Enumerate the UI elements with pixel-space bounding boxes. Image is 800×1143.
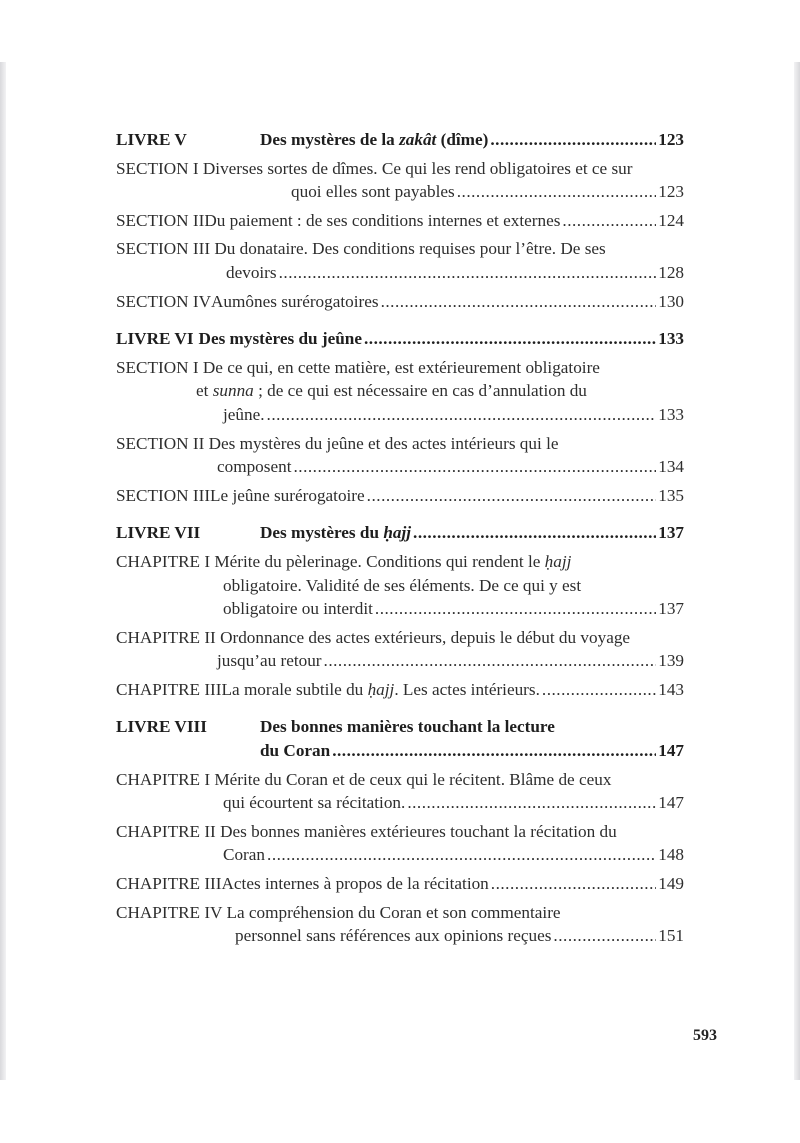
entry-text: personnel sans références aux opinions reçues: [235, 926, 552, 946]
italic-term: sunna: [212, 381, 254, 401]
page-ref: 149: [658, 874, 684, 894]
entry-first-line: CHAPITRE I Mérite du Coran et de ceux qui le récitent. Blâme de ceux: [116, 769, 612, 789]
leader-line: [116, 261, 684, 285]
page-ref: 148: [658, 845, 684, 865]
leader-line: [116, 180, 684, 204]
italic-term: zakât: [399, 130, 437, 149]
page-ref: 137: [658, 523, 684, 543]
book-title: [199, 327, 684, 351]
page-ref: 128: [658, 262, 684, 282]
page-edge-right: [794, 62, 800, 1080]
book-title: [260, 521, 684, 545]
entry-text: jusqu’au retour: [217, 651, 322, 671]
entry-text: obligatoire ou interdit: [223, 599, 373, 619]
dot-leader: [413, 521, 656, 545]
book-heading[interactable]: [116, 327, 684, 351]
book-heading[interactable]: [116, 128, 684, 152]
leader-line: [116, 843, 684, 867]
page-ref: 147: [658, 741, 684, 761]
toc-entry[interactable]: [116, 432, 684, 479]
toc-entry[interactable]: [116, 484, 684, 508]
entry-text: qui écourtent sa récitation.: [223, 793, 406, 813]
entry-label: SECTION III: [116, 239, 215, 259]
toc-entry[interactable]: [116, 237, 684, 284]
book-label: LIVRE VI: [116, 329, 194, 349]
page-ref: 134: [658, 457, 684, 477]
title-line: Des bonnes manières touchant la lecture: [260, 717, 555, 737]
leader-line: [116, 484, 684, 508]
entry-label: CHAPITRE I: [116, 551, 215, 571]
leader-line: [116, 791, 684, 815]
entry-first-line: SECTION III Du donataire. Des conditions requises pour l’être. De ses: [116, 239, 606, 259]
dot-leader: [562, 209, 656, 233]
toc-entry[interactable]: [116, 209, 684, 233]
leader-line: [116, 678, 684, 702]
toc-book: [116, 327, 684, 507]
italic-term: ḥajj: [383, 523, 412, 543]
entry-text: Actes internes à propos de la récitation: [221, 874, 489, 894]
leader-line: [116, 649, 684, 673]
entry-label: SECTION I: [116, 158, 203, 178]
toc-entry[interactable]: [116, 157, 684, 204]
entry-label: CHAPITRE II: [116, 627, 221, 647]
entry-text: Le jeûne surérogatoire: [210, 485, 365, 505]
toc-book: [116, 128, 684, 313]
leader-line: [260, 128, 684, 152]
entry-first-line: CHAPITRE IV La compréhension du Coran et son commentaire: [116, 902, 561, 922]
italic-term: ḥajj: [367, 679, 395, 699]
toc-entry[interactable]: [116, 872, 684, 896]
page-ref: 124: [658, 210, 684, 230]
entry-text: devoirs: [226, 262, 277, 282]
entry-first-line: SECTION I Diverses sortes de dîmes. Ce qui les rend obligatoires et ce sur: [116, 158, 633, 178]
dot-leader: [332, 739, 656, 763]
leader-line: [116, 290, 684, 314]
toc-entry[interactable]: [116, 678, 684, 702]
dot-leader: [293, 455, 656, 479]
page-number: 593: [693, 1027, 717, 1044]
leader-line: [199, 327, 684, 351]
entry-label: SECTION IV: [116, 291, 212, 311]
entry-text: du Coran: [260, 741, 331, 761]
dot-leader: [367, 484, 657, 508]
table-of-contents: [116, 128, 684, 956]
page-edge-left: [0, 62, 6, 1080]
toc-entry[interactable]: [116, 901, 684, 948]
leader-line: [116, 209, 684, 233]
dot-leader: [375, 597, 656, 621]
entry-first-line: CHAPITRE II Ordonnance des actes extérieurs, depuis le début du voyage: [116, 627, 631, 647]
page-ref: 133: [658, 329, 684, 349]
dot-leader: [457, 180, 656, 204]
leader-line: [116, 924, 684, 948]
book-label: LIVRE VII: [116, 523, 201, 543]
entry-text: Des mystères de la zakât (dîme): [260, 130, 489, 149]
page-ref: 135: [658, 485, 684, 505]
entry-continuation: et sunna ; de ce qui est nécessaire en cas d’annulation du: [196, 381, 587, 401]
entry-text: La morale subtile du ḥajj. Les actes intérieurs.: [221, 679, 540, 699]
book-heading[interactable]: [116, 521, 684, 545]
book-title: [260, 715, 684, 762]
page-ref: 139: [658, 651, 684, 671]
page-ref: 123: [658, 182, 684, 202]
toc-book: [116, 715, 684, 947]
entry-label: CHAPITRE IV: [116, 902, 227, 922]
dot-leader: [407, 791, 656, 815]
page-ref: 143: [658, 679, 684, 699]
dot-leader: [491, 872, 656, 896]
entry-label: CHAPITRE II: [116, 821, 221, 841]
toc-entry[interactable]: [116, 626, 684, 673]
entry-text: Des mystères du jeûne: [198, 329, 362, 349]
entry-text: Du paiement : de ses conditions internes et externes: [204, 210, 561, 230]
page-ref: 123: [658, 130, 684, 149]
entry-first-line: CHAPITRE II Des bonnes manières extérieures touchant la récitation du: [116, 821, 617, 841]
book-label: LIVRE VIII: [116, 717, 207, 737]
dot-leader: [267, 843, 656, 867]
leader-line: [116, 597, 684, 621]
book-title: [260, 128, 684, 152]
toc-entry[interactable]: [116, 356, 684, 427]
dot-leader: [267, 403, 657, 427]
entry-text: Des mystères du ḥajj: [260, 523, 412, 543]
entry-text: jeûne.: [223, 404, 265, 424]
italic-term: ḥajj: [544, 551, 572, 571]
page-ref: 137: [658, 599, 684, 619]
dot-leader: [553, 924, 656, 948]
entry-text: Coran: [223, 845, 266, 865]
entry-continuation: obligatoire. Validité de ses éléments. De ce qui y est: [223, 575, 582, 595]
toc-entry[interactable]: [116, 768, 684, 815]
toc-entry[interactable]: [116, 820, 684, 867]
entry-text: composent: [217, 457, 292, 477]
dot-leader: [279, 261, 657, 285]
entry-first-line: SECTION I De ce qui, en cette matière, est extérieurement obligatoire: [116, 357, 600, 377]
entry-first-line: SECTION II Des mystères du jeûne et des actes intérieurs qui le: [116, 433, 559, 453]
entry-text: quoi elles sont payables: [291, 182, 455, 202]
entry-text: Aumônes surérogatoires: [211, 291, 379, 311]
toc-entry[interactable]: [116, 550, 684, 621]
entry-label: CHAPITRE III: [116, 679, 222, 699]
page-ref: 130: [658, 291, 684, 311]
dot-leader: [490, 128, 656, 152]
leader-line: [260, 521, 684, 545]
dot-leader: [324, 649, 657, 673]
book-heading[interactable]: [116, 715, 684, 762]
entry-label: CHAPITRE III: [116, 874, 222, 894]
entry-label: SECTION I: [116, 357, 203, 377]
dot-leader: [364, 327, 656, 351]
page-ref: 151: [658, 926, 684, 946]
entry-label: SECTION III: [116, 485, 211, 505]
page-ref: 133: [658, 404, 684, 424]
book-label: LIVRE V: [116, 130, 187, 149]
toc-book: [116, 521, 684, 701]
leader-line: [116, 872, 684, 896]
entry-first-line: CHAPITRE I Mérite du pèlerinage. Conditions qui rendent le ḥajj: [116, 551, 572, 571]
entry-label: SECTION II: [116, 210, 205, 230]
leader-line: [116, 403, 684, 427]
entry-label: CHAPITRE I: [116, 769, 215, 789]
leader-line: [116, 455, 684, 479]
entry-label: SECTION II: [116, 433, 209, 453]
leader-line: [260, 739, 684, 763]
dot-leader: [542, 678, 656, 702]
page-ref: 147: [658, 793, 684, 813]
toc-entry[interactable]: [116, 290, 684, 314]
dot-leader: [381, 290, 657, 314]
